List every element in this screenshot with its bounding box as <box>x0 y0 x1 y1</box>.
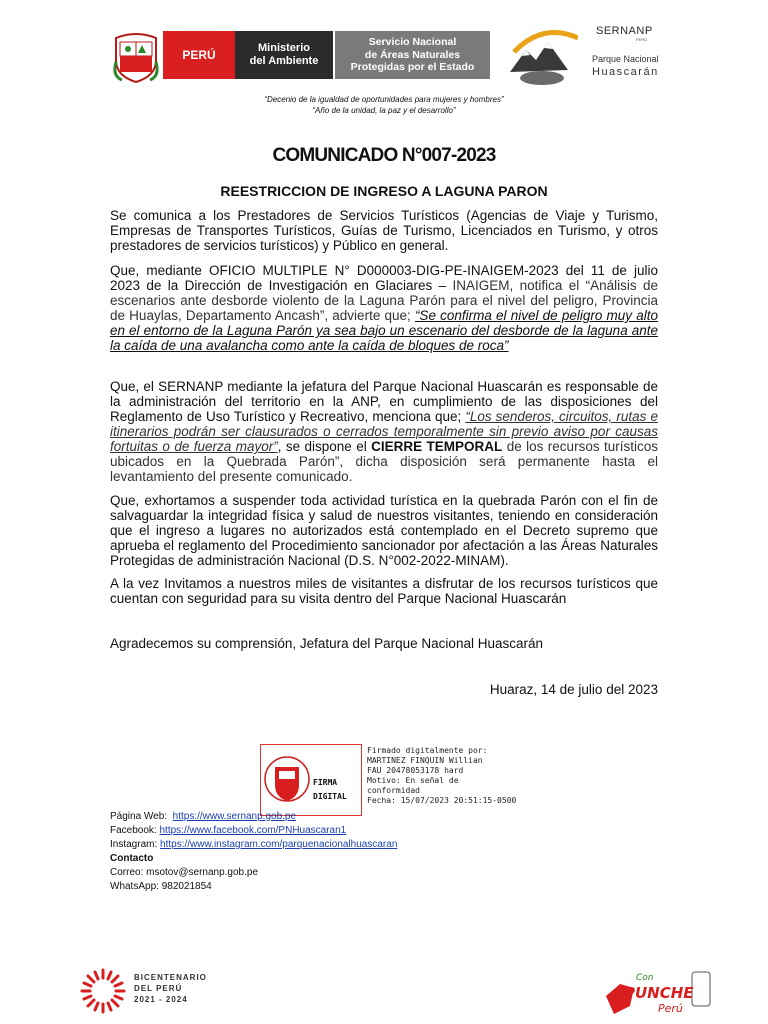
sernanp-wordmark: SERNANP <box>596 25 653 37</box>
p2-text-b: INAIGEM, notifica el “Análisis de escenarios ante desborde violento de la Laguna Parón para el nivel del peligro, Provincia de Huaylas, Departamento Ancash”, advierte que; <box>110 278 658 323</box>
web-row <box>110 810 397 824</box>
paragraph-2 <box>110 263 658 353</box>
sig-line-5: conformidad <box>367 786 420 795</box>
punche-text: PUNCHE <box>624 984 694 1002</box>
p3-text-e: de los recursos turísticos ubicados en la Quebrada Parón”, dicha disposición será permanente hasta el levantamiento del presente comunicado. <box>110 439 658 484</box>
sig-line-3: FAU 20478053178 hard <box>367 766 464 775</box>
signature-details <box>367 746 516 806</box>
servicio-line-3: Protegidas por el Estado <box>350 61 475 74</box>
sig-line-6: Fecha: 15/07/2023 20:51:15-0500 <box>367 796 517 805</box>
servicio-line-2: de Áreas Naturales <box>364 48 461 61</box>
peru-coat-of-arms-icon <box>112 32 160 84</box>
facebook-row <box>110 824 397 838</box>
park-name-line-2: Huascarán <box>592 66 659 78</box>
p3-text-a: Que, el SERNANP mediante la jefatura del Parque Nacional Huascarán es responsable de la administración del territorio en la ANP, en cumplimiento de las disposiciones del Reglamento de Uso Turístico y Recreativo, menciona que; <box>110 379 658 424</box>
bic-line-3: 2021 - 2024 <box>134 995 188 1004</box>
paragraph-4: Que, exhortamos a suspender toda actividad turística en la quebrada Parón con el fin de salvaguardar la integridad física y salud de nuestros visitantes, teniendo en consideración que el ingreso a lugares no autorizados está contemplado en el Decreto supremo que aprueba el reglamento del Procedimiento sancionador por afectación a las Áreas Naturales Protegidas de administración Nacional (D.S. N°002-2022-MINAM). <box>110 493 658 568</box>
paragraph-1: Se comunica a los Prestadores de Servicios Turísticos (Agencias de Viaje y Turismo, Empresas de Transportes Turísticos, Guías de Turismo, Licenciados en Turismo, y otros prestadores de servicios turísticos) y Público en general. <box>110 208 658 253</box>
sig-line-1: Firmado digitalmente por: <box>367 746 488 755</box>
instagram-row <box>110 838 397 852</box>
facebook-link[interactable]: https://www.facebook.com/PNHuascaran1 <box>159 825 347 836</box>
peru-footer-text: Perú <box>658 1002 683 1015</box>
bicentenario-text <box>134 972 207 1005</box>
park-name-line-1: Parque Nacional <box>592 54 659 64</box>
facebook-label: Facebook: <box>110 825 157 836</box>
peru-label <box>163 31 235 79</box>
peru-text: PERÚ <box>182 48 216 62</box>
year-name-line: “Año de la unidad, la paz y el desarrollo” <box>312 106 456 115</box>
bic-line-1: BICENTENARIO <box>134 973 207 982</box>
instagram-label: Instagram: <box>110 839 158 850</box>
contact-block <box>110 810 397 894</box>
p3-quote: “Los senderos, circuitos, rutas e itinerarios podrán ser clausurados o cerrados temporalmente sin previo aviso por causas fortuitas o de fuerza mayor” <box>110 409 658 454</box>
digital-signature-badge <box>260 744 362 816</box>
document-title: COMUNICADO N°007-2023 <box>272 145 496 166</box>
con-punche-peru-logo-icon <box>604 966 716 1018</box>
sig-line-2: MARTINEZ FINQUIN Willian <box>367 756 483 765</box>
decenio-line: “Decenio de la igualdad de oportunidades para mujeres y hombres” <box>264 95 504 104</box>
sernanp-peru-tag: PERÚ <box>636 37 648 42</box>
bicentenario-logo-icon <box>78 966 128 1016</box>
p3-cierre: CIERRE TEMPORAL <box>371 439 503 454</box>
firma-digital-shield-icon <box>261 745 361 815</box>
document-subtitle: REESTRICCION DE INGRESO A LAGUNA PARON <box>220 183 548 199</box>
ministerio-label <box>235 31 333 79</box>
p2-quote: “Se confirma el nivel de peligro muy alto en el entorno de la Laguna Parón ya sea bajo un escenario del desborde de la laguna ante la caída de una avalancha como ante la caída de bloques de roca” <box>110 308 658 353</box>
servicio-line-1: Servicio Nacional <box>368 36 457 49</box>
ministerio-line-2: del Ambiente <box>249 55 319 67</box>
contacto-heading: Contacto <box>110 853 154 864</box>
instagram-link[interactable]: https://www.instagram.com/parquenacionalhuascaran <box>160 839 398 850</box>
paragraph-3 <box>110 379 658 484</box>
servicio-nacional-label <box>335 31 490 79</box>
thanks-line: Agradecemos su comprensión, Jefatura del Parque Nacional Huascarán <box>110 636 543 651</box>
date-line: Huaraz, 14 de julio del 2023 <box>489 682 658 697</box>
sernanp-mountain-logo-icon <box>508 22 578 90</box>
correo-line: Correo: msotov@sernanp.gob.pe <box>110 867 259 878</box>
ministerio-line-1: Ministerio <box>258 42 310 54</box>
year-mottos <box>0 94 768 116</box>
p2-text-a: Que, mediante OFICIO MULTIPLE N° D000003-DIG-PE-INAIGEM-2023 del 11 de julio 2023 de la Dirección de Investigación en Glaciares – <box>110 263 658 293</box>
web-link[interactable]: https://www.sernanp.gob.pe <box>172 811 297 822</box>
p3-text-c: , se dispone el <box>277 439 372 454</box>
web-label: Página Web: <box>110 811 168 822</box>
digital-label: DIGITAL <box>313 792 347 801</box>
firma-label: FIRMA <box>313 778 338 787</box>
bic-line-2: DEL PERÚ <box>134 984 183 993</box>
whatsapp-line: WhatsApp: 982021854 <box>110 881 212 892</box>
con-text: Con <box>636 973 654 983</box>
sig-line-4: Motivo: En señal de <box>367 776 459 785</box>
paragraph-5: A la vez Invitamos a nuestros miles de visitantes a disfrutar de los recursos turísticos que cuentan con seguridad para su visita dentro del Parque Nacional Huascarán <box>110 576 658 606</box>
